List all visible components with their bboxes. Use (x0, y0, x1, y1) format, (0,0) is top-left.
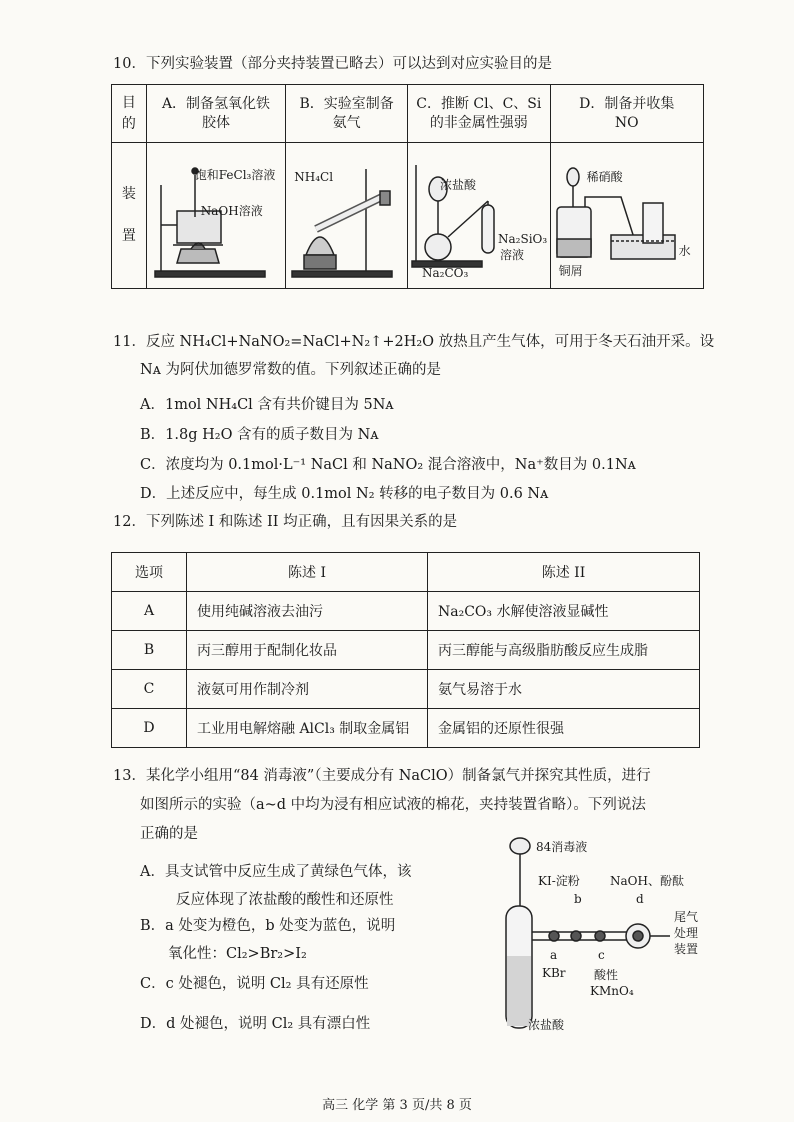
table-row (112, 670, 700, 709)
table-row (112, 592, 700, 631)
fig-label-tail2: 处理 (674, 926, 699, 940)
q13-stem-line3: 正确的是 (140, 826, 198, 842)
q12-row-c-statement2: 氨气易溶于水 (428, 670, 700, 709)
page-footer: 高三 化学 第 3 页/共 8 页 (322, 1098, 472, 1113)
q13-stem-line2: 如图所示的实验（a~d 中均为浸有相应试液的棉花，夹持装置省略）。下列说法 (140, 797, 646, 813)
label-water: 水 (678, 243, 691, 258)
q12-row-d-statement1: 工业用电解熔融 AlCl₃ 制取金属铝 (187, 709, 428, 748)
q12-header-option: 选项 (112, 553, 187, 592)
fig-label-ki: KI-淀粉 (538, 874, 580, 888)
fig-label-a: a (550, 948, 558, 962)
fig-label-kbr: KBr (542, 966, 566, 980)
fig-label-tail1: 尾气 (674, 910, 699, 924)
label-na2co3: Na₂CO₃ (422, 265, 469, 280)
fig-label-naoh: NaOH、酚酞 (610, 874, 684, 888)
q12-row-b-statement1: 丙三醇用于配制化妆品 (187, 631, 428, 670)
q13-stem-line1: 13．某化学小组用“84 消毒液”（主要成分有 NaClO）制备氯气并探究其性质，进行 (113, 768, 651, 784)
table-row (112, 709, 700, 748)
label-hcl: 浓盐酸 (440, 177, 477, 192)
q12-row-a-statement2: Na₂CO₃ 水解使溶液显碱性 (428, 592, 700, 631)
q10-apparatus-c (408, 143, 551, 289)
q10-apparatus-d (550, 143, 703, 289)
q10-purpose-b: B．实验室制备 氨气 (286, 85, 408, 143)
fig-label-c: c (598, 948, 605, 962)
q10-apparatus-b (286, 143, 408, 289)
fig-label-hcl: 浓盐酸 (528, 1018, 565, 1032)
q12-row-d-statement2: 金属铝的还原性很强 (428, 709, 700, 748)
q13-option-d: D．d 处褪色，说明 Cl₂ 具有漂白性 (140, 1016, 371, 1032)
q12-table (111, 552, 700, 748)
q12-row-a-option: A (112, 592, 187, 631)
q10-purpose-c: C．推断 Cl、C、Si 的非金属性强弱 (408, 85, 551, 143)
label-solution: 溶液 (500, 247, 525, 262)
label-na2sio3: Na₂SiO₃ (498, 231, 548, 246)
q10-purpose-a: A．制备氢氧化铁 胶体 (146, 85, 286, 143)
apparatus-b-drawing (286, 145, 408, 287)
q10-stem: 10．下列实验装置（部分夹持装置已略去）可以达到对应实验目的是 (113, 56, 552, 72)
q12-row-c-option: C (112, 670, 187, 709)
q12-row-d-option: D (112, 709, 187, 748)
q10-purpose-row-label: 目 的 (112, 85, 147, 143)
q13-option-b-line2: 氧化性：Cl₂>Br₂>I₂ (168, 946, 307, 962)
q10-apparatus-a (146, 143, 286, 289)
q12-row-c-statement1: 液氨可用作制冷剂 (187, 670, 428, 709)
q13-figure (480, 836, 710, 1036)
q12-header-statement1: 陈述 I (187, 553, 428, 592)
q13-option-b-line1: B．a 处变为橙色，b 处变为蓝色，说明 (140, 918, 396, 934)
label-cu: 铜屑 (558, 263, 583, 278)
q11-stem-line2: Nᴀ 为阿伏加德罗常数的值。下列叙述正确的是 (140, 362, 441, 378)
q11-stem-line1: 11．反应 NH₄Cl+NaNO₂=NaCl+N₂↑+2H₂O 放热且产生气体，可用于冬天石油开采。设 (113, 334, 715, 350)
q13-option-a-line1: A．具支试管中反应生成了黄绿色气体，该 (140, 864, 412, 880)
q11-option-c: C．浓度均为 0.1mol·L⁻¹ NaCl 和 NaNO₂ 混合溶液中，Na⁺数目为 0.1Nᴀ (140, 457, 636, 473)
q10-purpose-d: D．制备并收集 NO (550, 85, 703, 143)
fig-label-b: b (574, 892, 582, 906)
q12-header-statement2: 陈述 II (428, 553, 700, 592)
q10-table (111, 84, 704, 289)
fig-label-bleach: 84消毒液 (536, 840, 588, 854)
fig-label-acid: 酸性 (594, 968, 619, 982)
q11-option-a: A．1mol NH₄Cl 含有共价键目为 5Nᴀ (140, 397, 394, 413)
fig-label-d: d (636, 892, 644, 906)
q11-option-d: D．上述反应中，每生成 0.1mol N₂ 转移的电子数目为 0.6 Nᴀ (140, 486, 549, 502)
q13-option-a-line2: 反应体现了浓盐酸的酸性和还原性 (176, 892, 394, 908)
fig-label-tail3: 装置 (674, 942, 699, 956)
q10-apparatus-row-label: 装 置 (112, 143, 147, 289)
label-nh4cl: NH₄Cl (294, 169, 334, 184)
label-fecl3: 饱和FeCl₃溶液 (194, 167, 276, 182)
fig-label-kmno4: KMnO₄ (590, 984, 634, 998)
q11-option-b: B．1.8g H₂O 含有的质子数目为 Nᴀ (140, 427, 379, 443)
table-row (112, 631, 700, 670)
q12-row-a-statement1: 使用纯碱溶液去油污 (187, 592, 428, 631)
label-hno3: 稀硝酸 (586, 169, 623, 184)
q13-option-c: C．c 处褪色，说明 Cl₂ 具有还原性 (140, 976, 369, 992)
q12-row-b-statement2: 丙三醇能与高级脂肪酸反应生成脂 (428, 631, 700, 670)
label-naoh: NaOH溶液 (200, 203, 263, 218)
q12-stem: 12．下列陈述 I 和陈述 II 均正确，且有因果关系的是 (113, 514, 458, 530)
q12-row-b-option: B (112, 631, 187, 670)
